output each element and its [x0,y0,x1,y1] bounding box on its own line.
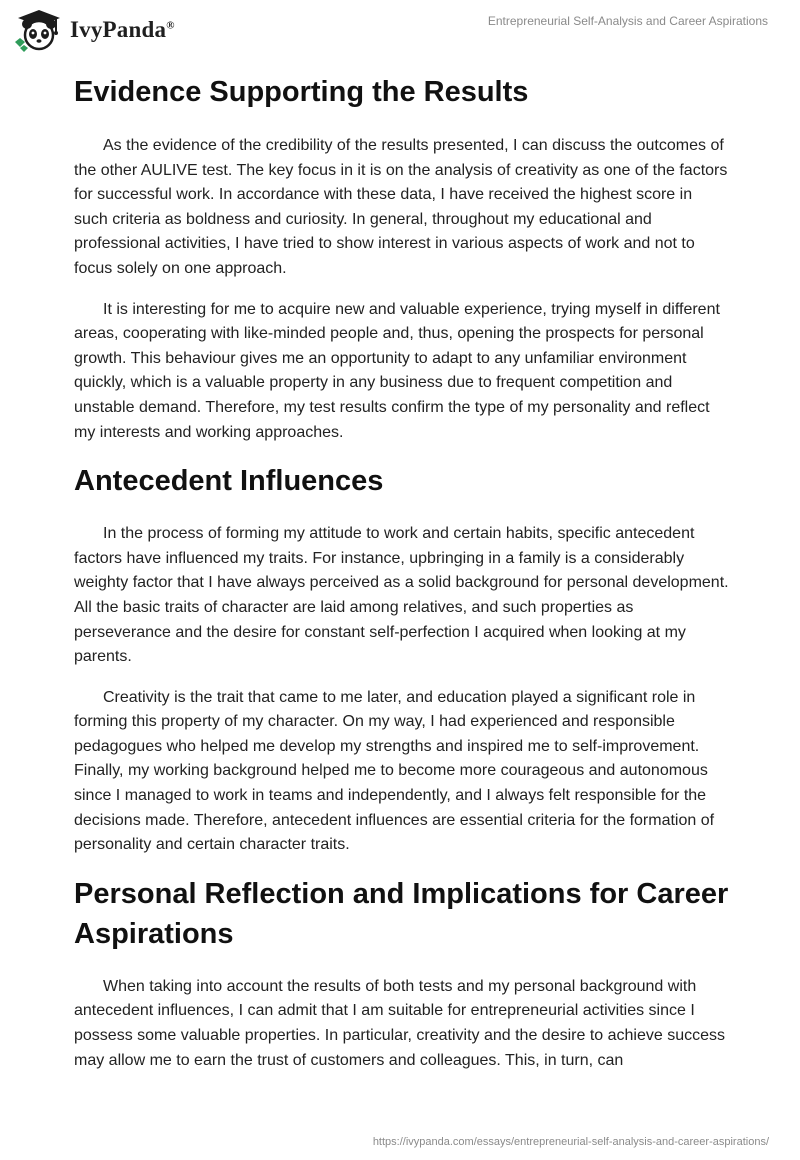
page-header [0,0,800,60]
panda-logo-icon [14,8,64,52]
section-heading: Antecedent Influences [74,465,384,498]
paragraph: It is interesting for me to acquire new and valuable experience, trying myself in different areas, cooperating with like-minded people and, thus, opening the prospects for personal growth. This behaviour gives me an opportunity to adapt to any unfamiliar environment quickly, which is a valuable property in any business due to frequent competition and unstable demand. Therefore, my test results confirm the type of my personality and reflect my interests and working approaches. [74,300,720,441]
paragraph: As the evidence of the credibility of the results presented, I can discuss the outcomes of the other AULIVE test. The key focus in it is on the analysis of creativity as one of the factors for successful work. In accordance with these data, I have received the highest score in such criteria as boldness and curiosity. In general, throughout my educational and professional activities, I have tried to show interest in various aspects of work and not to focus solely on one approach. [74,137,728,277]
section-heading: Personal Reflection and Implications for Career Aspirations [74,877,729,950]
brand-name: IvyPanda® [70,17,175,42]
document-title: Entrepreneurial Self-Analysis and Career Aspirations [487,14,768,28]
brand-logo[interactable] [14,8,175,52]
paragraph: Creativity is the trait that came to me later, and education played a significant role in forming this property of my character. On my way, I had experienced and responsible pedagogues who helped me develop my strengths and inspired me to self-improvement. Finally, my working background helped me to become more courageous and autonomous since I managed to work in teams and independently, and I always felt responsible for the decisions made. Therefore, antecedent influences are essential criteria for the formation of personality and certain character traits. [74,688,715,854]
paragraph: In the process of forming my attitude to work and certain habits, specific antecedent factors have influenced my traits. For instance, upbringing in a family is a considerably weighty factor that I have always perceived as a solid background for personal development. All the basic traits of character are laid among relatives, and such properties as perseverance and the desire for constant self-perfection I acquired when looking at my parents. [74,525,729,666]
section-heading: Evidence Supporting the Results [74,76,529,108]
essay-body [74,70,730,1089]
source-url[interactable]: https://ivypanda.com/essays/entrepreneurial-self-analysis-and-career-aspirations/ [372,1136,769,1148]
paragraph: When taking into account the results of both tests and my personal background with antecedent influences, I can admit that I am suitable for entrepreneurial activities since I possess some valuable properties. In particular, creativity and the desire to achieve success may allow me to earn the trust of customers and colleagues. This, in turn, can [74,977,725,1069]
